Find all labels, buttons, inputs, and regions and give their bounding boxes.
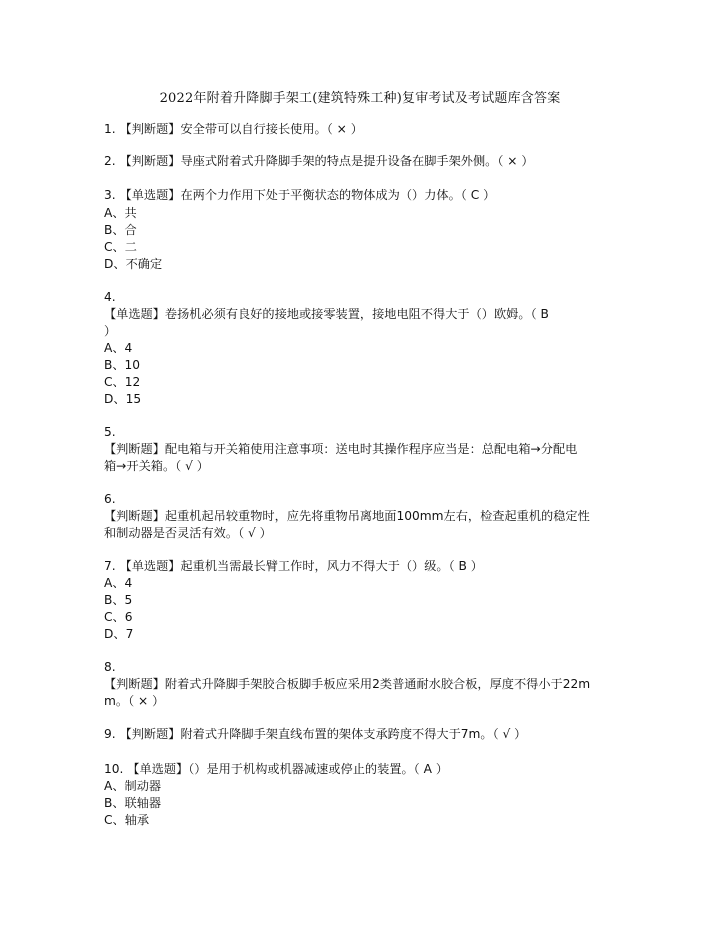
q4-line: 【单选题】卷扬机必须有良好的接地或接零装置，接地电阻不得大于（）欧姆。（ B: [104, 307, 549, 321]
q10-line: 10. 【单选题】（）是用于机构或机器减速或停止的装置。（ A ）: [104, 762, 449, 776]
q4-number: 4.: [104, 290, 116, 304]
q3-option-b: B、合: [104, 223, 137, 237]
document-title: 2022年附着升降脚手架工(建筑特殊工种)复审考试及考试题库含答案: [159, 91, 561, 106]
q10-option-b: B、联轴器: [104, 796, 162, 810]
q3-option-c: C、二: [104, 240, 137, 254]
q9-line: 9. 【判断题】附着式升降脚手架直线布置的架体支承跨度不得大于7m。（ √ ）: [104, 727, 527, 741]
q3-option-d: D、不确定: [104, 257, 163, 271]
q10-option-c: C、轴承: [104, 813, 150, 827]
q3-line: 3. 【单选题】在两个力作用下处于平衡状态的物体成为（）力体。（ C ）: [104, 188, 496, 202]
q7-option-b: B、5: [104, 593, 133, 607]
q4-line-cont: ）: [104, 324, 117, 338]
q10-option-a: A、制动器: [104, 779, 162, 793]
q7-option-a: A、4: [104, 576, 133, 590]
q5-number: 5.: [104, 425, 116, 439]
q2-line: 2. 【判断题】导座式附着式升降脚手架的特点是提升设备在脚手架外侧。（ × ）: [104, 154, 534, 168]
q5-line: 【判断题】配电箱与开关箱使用注意事项：送电时其操作程序应当是：总配电箱→分配电: [104, 442, 578, 456]
q8-line: 【判断题】附着式升降脚手架胶合板脚手板应采用2类普通耐水胶合板，厚度不得小于22m: [104, 677, 591, 691]
q6-line: 【判断题】起重机起吊较重物时，应先将重物吊离地面100mm左右，检查起重机的稳定性: [104, 509, 590, 523]
q4-option-d: D、15: [104, 392, 142, 406]
q4-option-b: B、10: [104, 358, 141, 372]
q4-option-a: A、4: [104, 341, 133, 355]
q8-line-cont: m。（ × ）: [104, 694, 165, 708]
q5-line-cont: 箱→开关箱。（ √ ）: [104, 459, 209, 473]
q8-number: 8.: [104, 660, 116, 674]
q7-option-d: D、7: [104, 627, 134, 641]
q4-option-c: C、12: [104, 375, 141, 389]
q7-line: 7. 【单选题】起重机当需最长臂工作时，风力不得大于（）级。（ B ）: [104, 559, 483, 573]
q3-option-a: A、共: [104, 206, 137, 220]
q7-option-c: C、6: [104, 610, 133, 624]
q6-line-cont: 和制动器是否灵活有效。（ √ ）: [104, 526, 272, 540]
q1-line: 1. 【判断题】安全带可以自行接长使用。（ × ）: [104, 122, 363, 136]
q6-number: 6.: [104, 492, 116, 506]
